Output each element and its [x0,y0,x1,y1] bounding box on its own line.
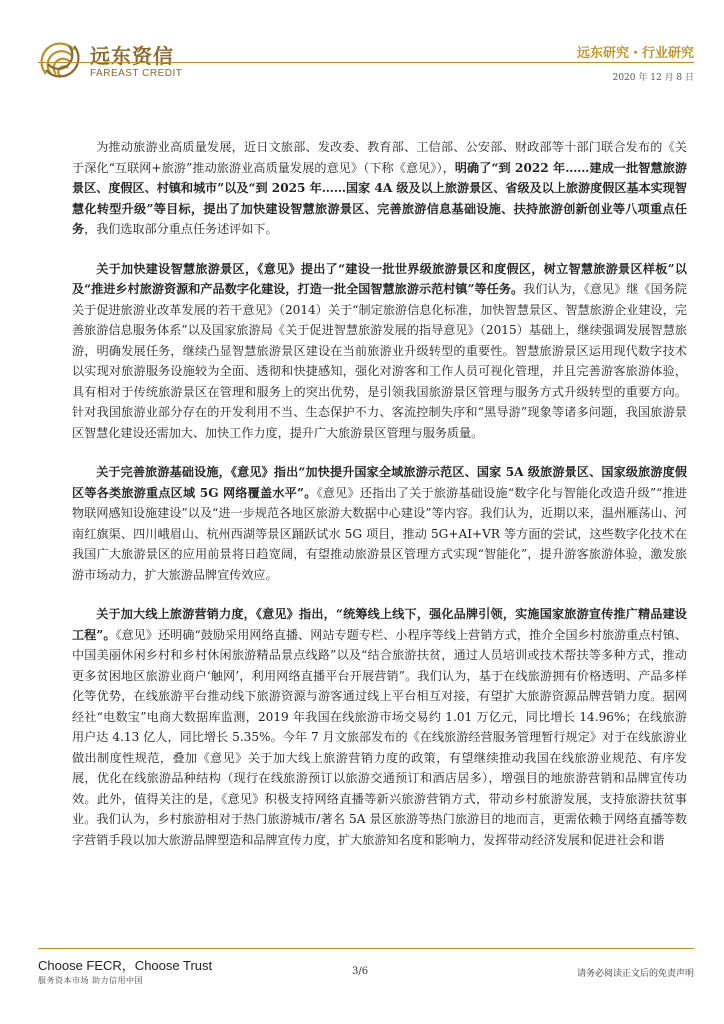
fareast-logo-icon [38,38,82,82]
bold-text-run: 关于完善旅游基础设施，《意见》指出“加快提升国家全域旅游示范区、国家 5A 级旅游景区、国家级旅游度假区等各类旅游重点区域 5G 网络覆盖水平”。 [72,465,687,500]
bold-text-run: 关于加快建设智慧旅游景区，《意见》提出了“建设一批世界级旅游景区和度假区，树立智慧旅游景区样板”以及“推进乡村旅游资源和产品数字化建设，打造一批全国智慧旅游示范村镇”等任务。 [72,261,687,296]
text-run: 为推动旅游业高质量发展，近日文旅部、发改委、教育部、工信部、公安部、财政部等十部门联合发布的《关于深化“互联网+旅游”推动旅游业高质量发展的意见》（下称《意见》）， [72,140,687,175]
text-run: 《意见》还指出了关于旅游基础设施“数字化与智能化改造升级”“推进物联网感知设施建设”以及“进一步规范各地区旅游大数据中心建设”等内容。我们认为，近期以来，温州雁荡山、河南红旗渠、四川峨眉山、杭州西湖等景区踊跃试水 5G 项目，推动 5G+AI+VR 等方面的尝试，这些数字化技术在我国广大旅游景区的应用前景将日趋宽阔，有望推动旅游景区管理方式实现“智能化”，提升游客旅游体验，激发旅游市场动力，扩大旅游品牌宣传效应。 [72,485,688,582]
page-number: 3/6 [352,966,369,977]
body-paragraph [72,604,687,850]
body-paragraph [72,462,687,585]
logo-text-cn: 远东资信 [90,44,174,68]
text-run: 我们认为，《意见》继《国务院关于促进旅游业改革发展的若干意见》（2014）关于“制定旅游信息化标准，加快智慧景区、智慧旅游企业建设，完善旅游信息服务体系”以及国家旅游局《关于促进智慧旅游发展的指导意见》（2015）基础上，继续强调发展智慧旅游，明确发展任务，继续凸显智慧旅游景区建设在当前旅游业升级转型的重要性。智慧旅游景区运用现代数字技术以实现对旅游服务设施较为全面、透彻和快捷感知，强化对游客和工作人员可视化管理，并且完善游客旅游体验，具有相对于传统旅游景区在管理和服务上的突出优势，是引领我国旅游景区管理与服务方式升级转型的重要方向。针对我国旅游业部分存在的开发利用不当、生态保护不力、客流控制失序和“黑导游”现象等诸多问题，我国旅游景区智慧化建设还需加大、加快工作力度，提升广大旅游景区管理与服务质量。 [72,282,687,440]
logo-text-en: FAREAST CREDIT [90,68,183,79]
bold-text-run: 明确了“到 2022 年……建成一批智慧旅游景区、度假区、村镇和城市”以及“到 2025 年……国家 4A 级及以上旅游景区、省级及以上旅游度假区基本实现智慧化转型升级”等目标，提出了加快建设智慧旅游景区、完善旅游信息基础设施、扶持旅游创新创业等八项重点任务 [72,160,687,236]
article-body [72,137,687,869]
body-paragraph [72,137,687,240]
page-header [0,0,724,100]
footer-slogan: Choose FECR，Choose Trust [38,958,213,973]
body-paragraph [72,259,687,444]
disclaimer-link: 请务必阅读正文后的免责声明 [576,969,694,979]
text-run: 《意见》还明确“鼓励采用网络直播、网站专题专栏、小程序等线上营销方式，推介全国乡村旅游重点村镇、中国美丽休闲乡村和乡村休闲旅游精品景点线路”以及“结合旅游扶贫，通过人员培训或技术帮扶等多种方式，推动更多贫困地区旅游业商户‘触网’，利用网络直播平台开展营销”。我们认为，基于在线旅游拥有价格透明、产品多样化等优势，在线旅游平台推动线下旅游资源与游客通过线上平台相互对接，有望扩大旅游资源品牌营销力度。据网经社“电数宝”电商大数据库监测，2019 年我国在线旅游市场交易约 1.01 万亿元，同比增长 14.96%；在线旅游用户达 4.13 亿人，同比增长 5.35%。今年 7 月文旅部发布的《在线旅游经营服务管理暂行规定》对于在线旅游业做出制度性规范，叠加《意见》关于加大线上旅游营销力度的政策，有望继续推动我国在线旅游业规范、有序发展，优化在线旅游品种结构（现行在线旅游预订以旅游交通预订和酒店居多），增强目的地旅游营销和品牌宣传功效。此外，值得关注的是，《意见》积极支持网络直播等新兴旅游营销方式，带动乡村旅游发展，支持旅游扶贫事业。我们认为，乡村旅游相对于热门旅游城市/著名 5A 景区旅游等热门旅游目的地而言，更需依赖于网络直播等数字营销手段以加大旅游品牌塑造和品牌宣传力度，扩大旅游知名度和影响力，发挥带动经济发展和促进社会和谐 [72,627,687,847]
report-date: 2020 年 12 月 8 日 [612,73,694,83]
company-logo [38,38,218,88]
footer-divider [38,948,694,949]
footer-tagline: 服务资本市场 助力信用中国 [38,976,144,985]
report-type: 远东研究・行业研究 [576,46,694,61]
header-divider [38,62,694,63]
text-run: ，我们选取部分重点任务述评如下。 [84,222,278,236]
bold-text-run: 关于加大线上旅游营销力度，《意见》指出，“统筹线上线下，强化品牌引领，实施国家旅游宣传推广精品建设工程”。 [72,607,687,642]
